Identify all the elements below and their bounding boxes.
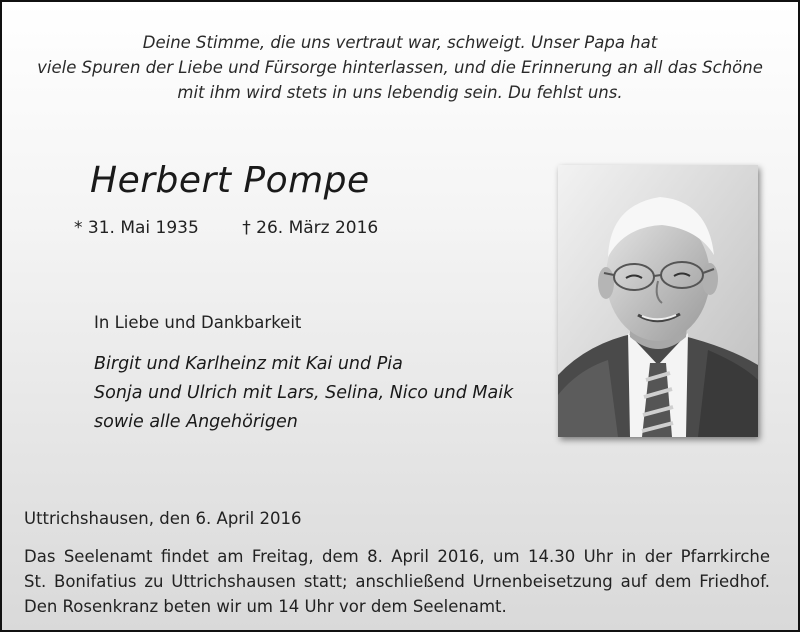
mourner-line: Sonja und Ulrich mit Lars, Selina, Nico und Maik <box>94 383 514 403</box>
notice-line: St. Bonifatius zu Uttrichshausen statt; anschließend Urnenbeisetzung auf dem Friedhof. <box>24 572 770 591</box>
notice-line: Den Rosenkranz beten wir um 14 Uhr vor dem Seelenamt. <box>24 597 507 616</box>
deceased-name: Herbert Pompe <box>90 160 370 201</box>
mourners-intro: In Liebe und Dankbarkeit <box>94 313 302 332</box>
poem-line: Deine Stimme, die uns vertraut war, schweigt. Unser Papa hat <box>142 33 658 52</box>
mourner-line: Birgit und Karlheinz mit Kai und Pia <box>94 354 403 374</box>
poem-line: viele Spuren der Liebe und Fürsorge hinterlassen, und die Erinnerung an all das Schöne <box>37 58 763 77</box>
notice-line: Das Seelenamt findet am Freitag, dem 8. April 2016, um 14.30 Uhr in der Pfarrkirche <box>24 547 770 566</box>
death-date: † 26. März 2016 <box>242 218 379 238</box>
portrait-image <box>558 165 758 437</box>
memorial-poem <box>2 30 798 105</box>
mourner-line: sowie alle Angehörigen <box>94 412 298 432</box>
portrait-photo <box>558 165 758 437</box>
funeral-notice <box>24 544 770 619</box>
life-dates <box>74 218 378 238</box>
poem-line: mit ihm wird stets in uns lebendig sein. Du fehlst uns. <box>177 83 623 102</box>
place-and-date: Uttrichshausen, den 6. April 2016 <box>24 509 302 528</box>
mourners-list <box>94 350 513 437</box>
birth-date: * 31. Mai 1935 <box>74 218 199 238</box>
